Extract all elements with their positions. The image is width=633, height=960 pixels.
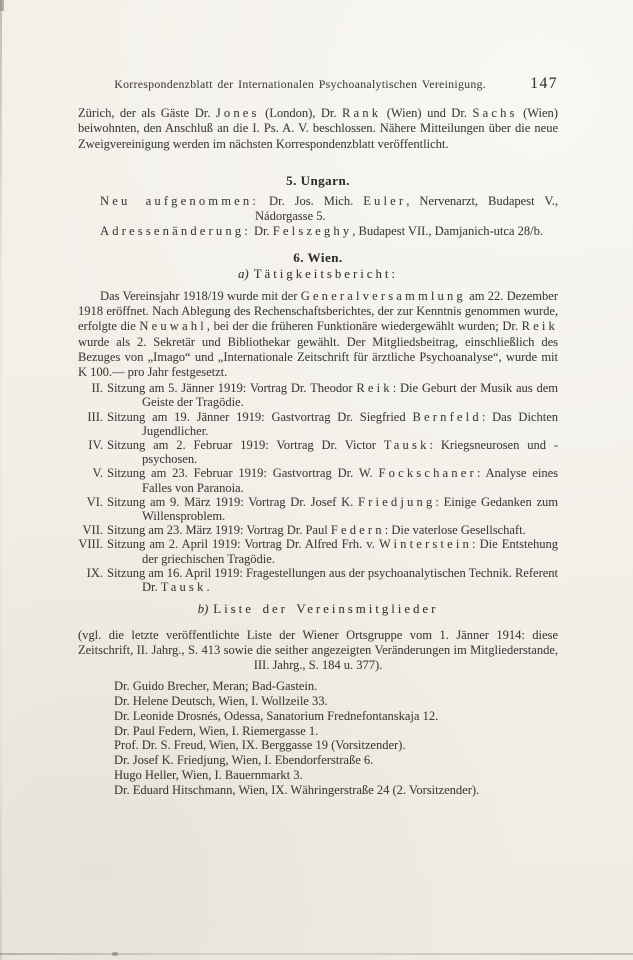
person-name: Sachs [472, 106, 518, 121]
subheading-title: Liste der Vereinsmitglieder [213, 602, 439, 617]
person-name: Felszeghy [272, 224, 353, 239]
text-segment: Zürich, der als Gäste Dr. [78, 106, 216, 121]
member-item: Dr. Eduard Hitschmann, Wien, IX. Währingerstraße 24 (2. Vorsitzender). [114, 782, 480, 797]
activity-paragraph [78, 289, 558, 380]
session-text: : Das Dichten Jugendlicher. [142, 409, 558, 438]
text-segment: Dr. [250, 224, 273, 239]
session-text: Sitzung am 2. April 1919: Vortrag Dr. Alfred Frh. v. [107, 537, 379, 552]
subheading-activity-report [78, 267, 558, 282]
session-number: III. [87, 409, 103, 424]
text-block [78, 0, 558, 797]
person-name: Euler [363, 194, 407, 209]
session-text: Sitzung am 9. März 1919: Vortrag Dr. Josef K. [107, 494, 358, 509]
speaker-name: Bernfeld [412, 409, 482, 424]
session-number: V. [92, 466, 103, 481]
session-number: VI. [86, 494, 103, 509]
emphasized-term: Generalversammlung [300, 289, 466, 304]
member-item: Dr. Guido Brecher, Meran; Bad-Gastein. [114, 679, 318, 694]
member-item: Dr. Helene Deutsch, Wien, I. Wollzeile 33. [114, 693, 328, 708]
address-change-entry [78, 224, 558, 239]
session-item [78, 466, 558, 494]
new-member-entry [78, 194, 558, 224]
session-item [78, 523, 558, 537]
speaker-name: Friedjung [358, 494, 436, 509]
text-segment: Das Vereinsjahr 1918/19 wurde mit der [100, 289, 301, 304]
person-name: Jones [215, 106, 260, 121]
person-name: Reik [521, 319, 558, 334]
session-number: IV. [88, 438, 103, 453]
session-text: Sitzung am 23. März 1919: Vortrag Dr. Paul [107, 523, 331, 538]
page-number: 147 [530, 75, 558, 92]
subheading-prefix: b) [197, 602, 209, 617]
journal-title: Korrespondenzblatt der Internationalen Psychoanalytischen Vereinigung. [114, 77, 486, 91]
session-item [78, 381, 558, 409]
subheading-prefix: a) [238, 266, 249, 281]
session-text: : Analyse eines Falles von Paranoia. [142, 466, 558, 495]
speaker-name: Fockschaner [378, 466, 477, 481]
speaker-name: Tausk [383, 438, 430, 453]
text-segment: (Wien) beiwohnten, den Anschluß an die I. Ps. A. V. beschlossen. Nähere Mitteilungen über die neue Zweigvereinigung werden im nächsten Korrespondenzblatt veröffentlicht. [78, 106, 558, 151]
text-segment: Dr. Jos. Mich. [259, 194, 364, 209]
session-text: Sitzung am 19. Jänner 1919: Gastvortrag Dr. Siegfried [107, 409, 413, 424]
sessions-list [78, 381, 558, 594]
text-segment: , Budapest VII., Damjanich-utca 28/b. [352, 224, 543, 239]
subheading-title: Tätigkeitsbericht: [253, 266, 398, 281]
subheading-member-list [78, 602, 558, 617]
session-number: VII. [82, 523, 103, 538]
section-heading-wien: 6. Wien. [293, 249, 343, 265]
speaker-name: Winterstein [378, 537, 472, 552]
members-list [78, 679, 558, 797]
running-head [78, 76, 558, 92]
session-text: . [206, 580, 210, 595]
session-text: Sitzung am 2. Februar 1919: Vortrag Dr. Victor [107, 438, 384, 453]
member-list-note: (vgl. die letzte veröffentlichte Liste der Wiener Ortsgruppe vom 1. Jänner 1914: diese Zeitschrift, II. Jahrg., S. 413 sowie die seither angezeigten Veränderungen im Mitgliederstande, III. Jahrg., S. 184 u. 377). [78, 627, 558, 672]
intro-paragraph [78, 106, 558, 152]
scan-corner-artifact [0, 0, 4, 11]
text-segment: wurde als 2. Sekretär und Bibliothekar gewählt. Der Mitgliedsbeitrag, einschließlich des Bezuges von „Imago“ und „Internationale Zeitschrift für ärztliche Psychoanalyse“, wurde mit K 100.— pro Jahr festgesetzt. [78, 334, 558, 380]
session-number: IX. [86, 565, 103, 580]
text-segment: am 22. Dezember 1918 eröffnet. Nach Ablegung des Rechenschaftsberichtes, der zur Kenntnis genommen wurde, erfolgte die [78, 289, 558, 334]
text-segment: , Nervenarzt, Budapest V., Nádorgasse 5. [255, 194, 558, 224]
session-text: Sitzung am 23. Februar 1919: Gastvortrag Dr. W. [107, 466, 379, 481]
session-text: : Die Entstehung der griechischen Tragödie. [142, 537, 558, 566]
entry-label: Adressenänderung: [100, 224, 251, 239]
scan-bottom-edge [0, 953, 633, 955]
member-item: Dr. Leonide Drosnés, Odessa, Sanatorium Frednefontanskaja 12. [114, 708, 439, 723]
member-item: Dr. Josef K. Friedjung, Wien, I. Ebendorferstraße 6. [114, 753, 374, 768]
session-item [78, 537, 558, 565]
session-number: II. [91, 381, 103, 396]
session-item [78, 410, 558, 438]
session-text: : Einige Gedanken zum Willensproblem. [142, 494, 558, 524]
scan-bottom-artifact [112, 952, 118, 956]
member-item: Prof. Dr. S. Freud, Wien, IX. Berggasse 19 (Vorsitzender). [114, 738, 406, 753]
emphasized-term: Neuwahl [139, 319, 207, 334]
scan-left-edge [0, 0, 2, 960]
session-item [78, 438, 558, 466]
speaker-name: Federn [330, 523, 385, 538]
text-segment: (Wien) und Dr. [381, 106, 473, 121]
section-heading-ungarn: 5. Ungarn. [286, 172, 350, 188]
member-item: Dr. Paul Federn, Wien, I. Riemergasse 1. [114, 723, 319, 738]
text-segment: , bei der die früheren Funktionäre wiedergewählt wurden; Dr. [206, 319, 522, 334]
speaker-name: Reik [356, 381, 393, 396]
speaker-name: Tausk [160, 580, 207, 595]
session-number: VIII. [78, 537, 103, 552]
session-item [78, 495, 558, 523]
session-text: : Die Geburt der Musik aus dem Geiste der Tragödie. [142, 381, 558, 410]
session-text: : Kriegsneurosen und -psychosen. [142, 438, 558, 467]
session-item [78, 566, 558, 594]
session-text: Sitzung am 5. Jänner 1919: Vortrag Dr. Theodor [107, 381, 357, 396]
text-segment: (London), Dr. [259, 106, 343, 121]
member-item: Hugo Heller, Wien, I. Bauernmarkt 3. [114, 767, 303, 782]
entry-label: Neu aufgenommen: [100, 194, 259, 209]
ungarn-entries [78, 194, 558, 240]
person-name: Rank [342, 106, 382, 121]
session-text: : Die vaterlose Gesellschaft. [384, 523, 526, 538]
session-text: Sitzung am 16. April 1919: Fragestellungen aus der psychoanalytischen Technik. Referent Dr. [107, 565, 558, 595]
